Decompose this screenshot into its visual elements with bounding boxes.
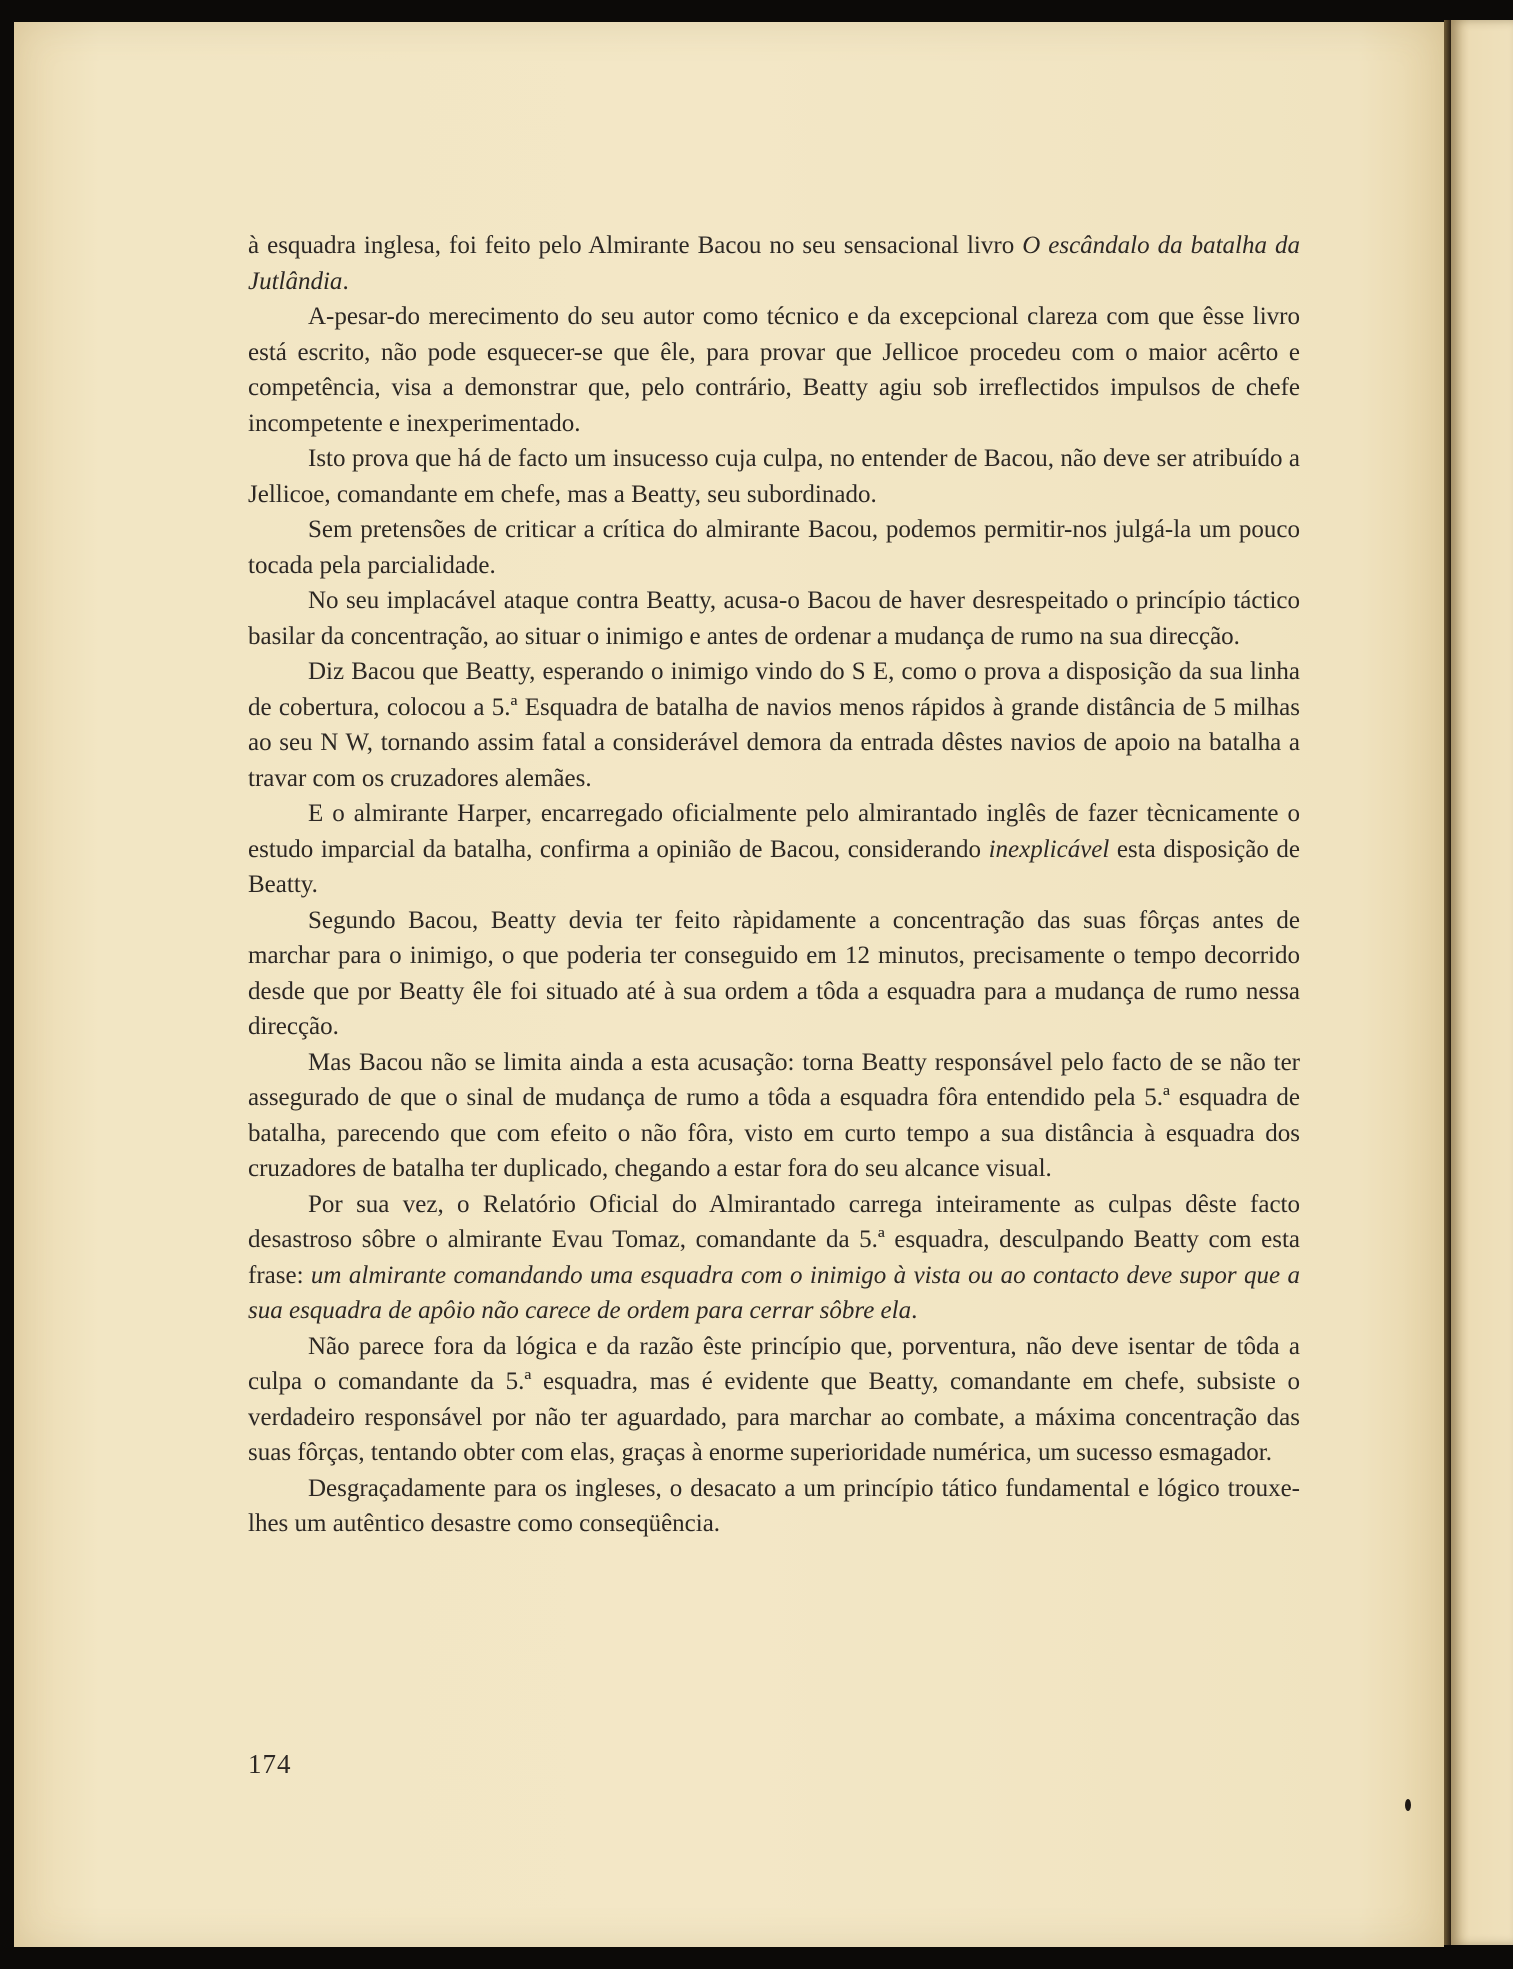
text-run: Desgraçadamente para os ingleses, o desacato a um princípio tático fundamental e lógico trouxe-lhes um autêntico desastre como conseqüência.: [248, 1474, 1300, 1537]
paragraph: [248, 654, 1300, 796]
paragraph: [248, 796, 1300, 903]
text-run: E o almirante Harper, encarregado oficialmente pelo almirantado inglês de fazer tècnicamente o estudo imparcial da batalha, confirma a opinião de Bacou, considerando: [248, 800, 1300, 863]
text-run: Não parece fora da lógica e da razão êste princípio que, porventura, não deve isentar de tôda a culpa o comandante da 5.ª esquadra, mas é evidente que Beatty, comandante em chefe, subsiste o verdadeiro responsável por não ter aguardado, para marchar ao combate, a máxima concentração das suas fôrças, tentando obter com elas, graças à enorme superioridade numérica, um sucesso esmagador.: [248, 1332, 1300, 1466]
paragraph: [248, 299, 1300, 441]
body-text: [248, 228, 1300, 1542]
text-run: Isto prova que há de facto um insucesso cuja culpa, no entender de Bacou, não deve ser atribuído a Jellicoe, comandante em chefe, mas a Beatty, seu subordinado.: [248, 445, 1300, 508]
italic-text: um almirante comandando uma esquadra com o inimigo à vista ou ao contacto deve supor que a sua esquadra de apôio não carece de ordem para cerrar sôbre ela: [248, 1261, 1300, 1324]
text-run: Diz Bacou que Beatty, esperando o inimigo vindo do S E, como o prova a disposição da sua linha de cobertura, colocou a 5.ª Esquadra de batalha de navios menos rápidos à grande distância de 5 milhas ao seu N W, tornando assim fatal a considerável demora da entrada dêstes navios de apoio na batalha a travar com os cruzadores alemães.: [248, 658, 1300, 792]
paragraph: [248, 512, 1300, 583]
page-number: 174: [248, 1749, 292, 1779]
book-page: [14, 22, 1444, 1947]
book-gutter: [1444, 20, 1451, 1945]
text-run: .: [911, 1297, 918, 1324]
italic-text: inexplicável: [988, 835, 1110, 863]
paragraph: [248, 1187, 1300, 1329]
paragraph: [248, 441, 1300, 512]
paragraph: [248, 583, 1300, 654]
paragraph: [248, 1471, 1300, 1542]
text-run: .: [342, 267, 349, 295]
text-run: Por sua vez, o Relatório Oficial do Almirantado carrega inteiramente as culpas dêste facto desastroso sôbre o almirante Evau Tomaz, comandante da 5.ª esquadra, desculpando Beatty com esta frase:: [248, 1190, 1300, 1289]
text-run: esta disposição de Beatty.: [248, 835, 1300, 898]
paragraph: [248, 228, 1300, 299]
ink-speck: [1405, 1799, 1411, 1811]
paragraph: [248, 1045, 1300, 1187]
paragraph: [248, 1329, 1300, 1471]
paragraph: [248, 903, 1300, 1045]
text-run: Segundo Bacou, Beatty devia ter feito ràpidamente a concentração das suas fôrças antes de marchar para o inimigo, o que poderia ter conseguido em 12 minutos, precisamente o tempo decorrido desde que por Beatty êle foi situado até à sua ordem a tôda a esquadra para a mudança de rumo nessa direcção.: [248, 906, 1300, 1040]
text-run: à esquadra inglesa, foi feito pelo Almirante Bacou no seu sensacional livro: [248, 232, 1023, 259]
next-page-edge: [1451, 20, 1513, 1945]
text-run: Sem pretensões de criticar a crítica do almirante Bacou, podemos permitir-nos julgá-la um pouco tocada pela parcialidade.: [248, 516, 1300, 579]
text-run: No seu implacável ataque contra Beatty, acusa-o Bacou de haver desrespeitado o princípio táctico basilar da concentração, ao situar o inimigo e antes de ordenar a mudança de rumo na sua direcção.: [248, 587, 1300, 650]
text-run: A-pesar-do merecimento do seu autor como técnico e da excepcional clareza com que êsse livro está escrito, não pode esquecer-se que êle, para provar que Jellicoe procedeu com o maior acêrto e competência, visa a demonstrar que, pelo contrário, Beatty agiu sob irreflectidos impulsos de chefe incompetente e inexperimentado.: [248, 303, 1300, 437]
text-run: Mas Bacou não se limita ainda a esta acusação: torna Beatty responsável pelo facto de se não ter assegurado de que o sinal de mudança de rumo a tôda a esquadra fôra entendido pela 5.ª esquadra de batalha, parecendo que com efeito o não fôra, visto em curto tempo a sua distância à esquadra dos cruzadores de batalha ter duplicado, chegando a estar fora do seu alcance visual.: [248, 1048, 1300, 1182]
italic-text: O escândalo da batalha da Jutlândia: [248, 232, 1300, 295]
